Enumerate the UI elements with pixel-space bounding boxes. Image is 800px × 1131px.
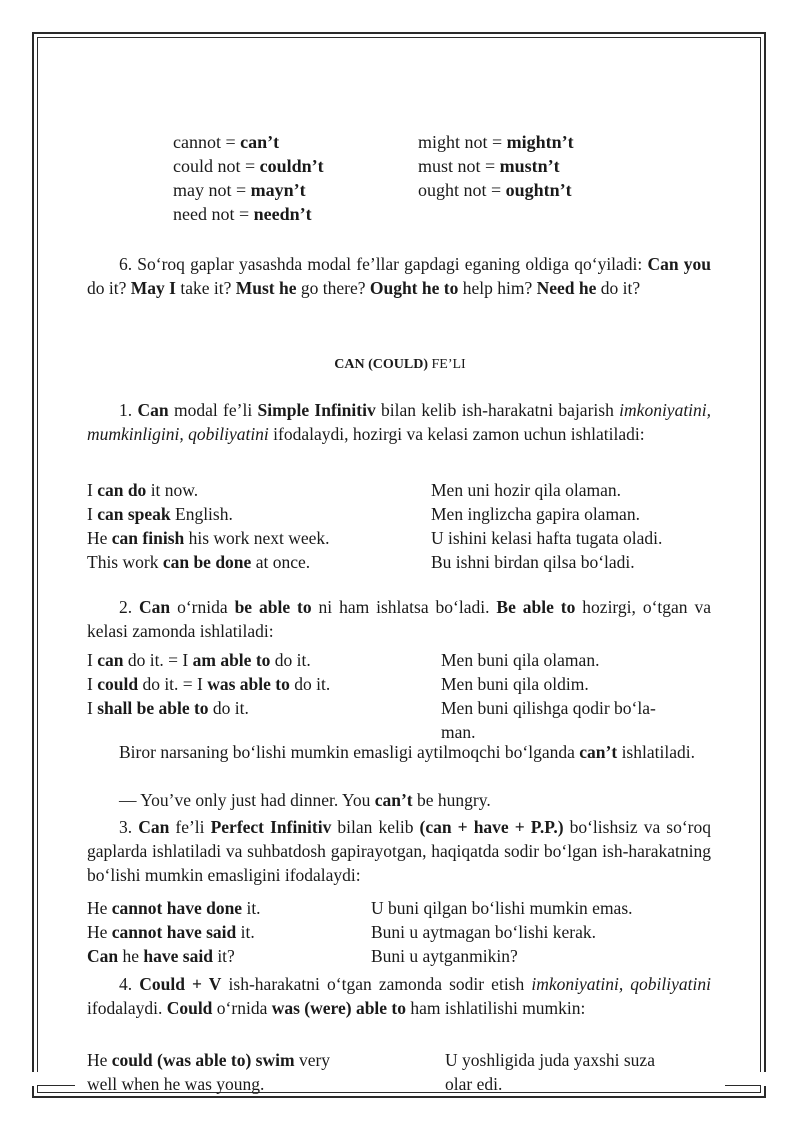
example-uz: U buni qilgan bo‘lishi mumkin emas.: [371, 898, 633, 918]
example-en: This work can be done at once.: [87, 552, 311, 572]
paragraph-2b: Biror narsaning bo‘lishi mumkin emasligi aytilmoqchi bo‘lganda can’t ishlatiladi.: [119, 742, 695, 762]
example-en: He cannot have done it.: [87, 898, 261, 918]
example-uz: Men uni hozir qila olaman.: [431, 480, 622, 500]
example-uz: Buni u aytmagan bo‘lishi kerak.: [371, 922, 597, 942]
frame-rule-bl: [37, 1085, 75, 1086]
example-uz: Bu ishni birdan qilsa bo‘ladi.: [431, 552, 635, 572]
paragraph-2c: — You’ve only just had dinner. You can’t be hungry.: [119, 790, 491, 810]
paragraph-6: 6. So‘roq gaplar yasashda modal fe’llar gapdagi eganing oldiga qo‘yiladi: Can you do it? May I take it? Must he go there? Ought he to help him? Need he do it?: [87, 254, 711, 298]
abbr-item: ought not = oughtn’t: [418, 180, 572, 200]
example-en: I can speak English.: [87, 504, 233, 524]
example-uz: Men buni qilishga qodir bo‘la-: [441, 698, 656, 718]
frame-corner-bottom-right: [730, 1072, 768, 1086]
example-uz: U yoshligida juda yaxshi suza: [445, 1050, 655, 1070]
example-uz-cont: olar edi.: [445, 1074, 503, 1094]
frame-corner-bottom-left: [30, 1072, 68, 1086]
abbr-item: might not = mightn’t: [418, 132, 574, 152]
example-en: He cannot have said it.: [87, 922, 255, 942]
example-uz: Men inglizcha gapira olaman.: [431, 504, 640, 524]
example-en: Can he have said it?: [87, 946, 235, 966]
abbr-item: need not = needn’t: [173, 204, 312, 224]
abbr-item: cannot = can’t: [173, 132, 280, 152]
paragraph-4: 4. Could + V ish-harakatni o‘tgan zamonda sodir etish imkoniyatini, qobiliyatini ifodalaydi. Could o‘rnida was (were) able to ham ishlatilishi mumkin:: [87, 974, 711, 1018]
paragraph-3: 3. Can fe’li Perfect Infinitiv bilan kelib (can + have + P.P.) bo‘lishsiz va so‘roq gaplarda ishlatiladi va suhbatdosh gapirayotgan, haqiqatda sodir bo‘lgan ish-harakatning bo‘lishi mumkin emasligini ifodalaydi:: [87, 817, 712, 885]
example-en-cont: well when he was young.: [87, 1074, 265, 1094]
example-uz: Men buni qila olaman.: [441, 650, 600, 670]
abbr-item: may not = mayn’t: [173, 180, 306, 200]
example-uz: Buni u aytganmikin?: [371, 946, 518, 966]
frame-rule-br: [725, 1085, 761, 1086]
example-en: I can do it now.: [87, 480, 199, 500]
example-uz: Men buni qila oldim.: [441, 674, 589, 694]
example-en: I shall be able to do it.: [87, 698, 249, 718]
example-en: He could (was able to) swim very: [87, 1050, 331, 1070]
paragraph-2: 2. Can o‘rnida be able to ni ham ishlatsa bo‘ladi. Be able to hozirgi, o‘tgan va kelasi zamonda ishlatiladi:: [87, 597, 711, 641]
example-uz: U ishini kelasi hafta tugata oladi.: [431, 528, 663, 548]
example-en: I could do it. = I was able to do it.: [87, 674, 331, 694]
example-uz-cont: man.: [441, 722, 476, 742]
example-en: He can finish his work next week.: [87, 528, 330, 548]
abbr-item: could not = couldn’t: [173, 156, 324, 176]
section-title: CAN (COULD) FE’LI: [334, 357, 466, 372]
example-en: I can do it. = I am able to do it.: [87, 650, 311, 670]
paragraph-1: 1. Can modal fe’li Simple Infinitiv bilan kelib ish-harakatni bajarish imkoniyatini, mumkinligini, qobiliyatini ifodalaydi, hozirgi va kelasi zamon uchun ishlatiladi:: [87, 400, 712, 444]
abbr-item: must not = mustn’t: [418, 156, 560, 176]
